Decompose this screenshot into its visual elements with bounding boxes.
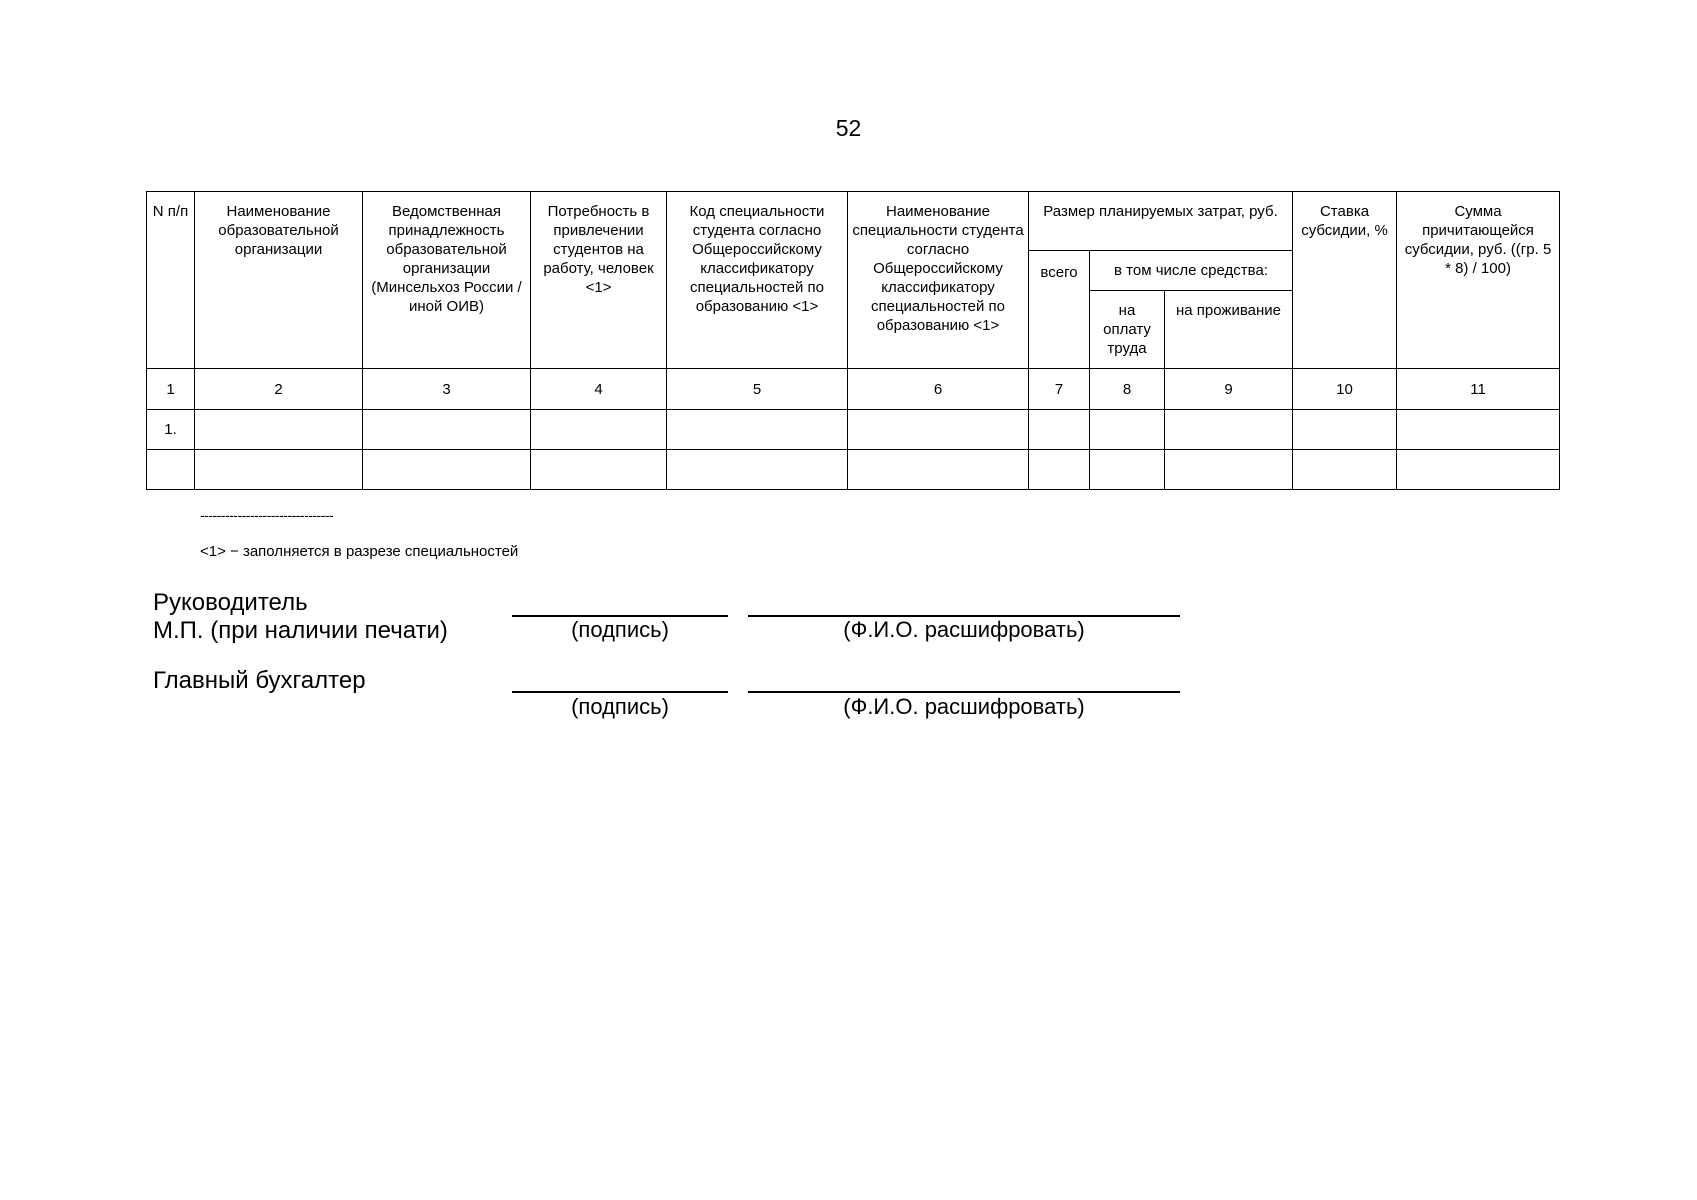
page-number: 52: [835, 115, 862, 141]
table-cell: 1.: [147, 410, 195, 450]
table-cell: [1029, 410, 1090, 450]
column-number: 3: [363, 369, 531, 410]
column-number: 6: [848, 369, 1029, 410]
header-total: всего: [1029, 251, 1090, 369]
header-index: N п/п: [147, 192, 195, 369]
table-row: [147, 410, 1560, 450]
header-subsidy-amount: Сумма причитающейся субсидии, руб. ((гр. 5 * 8) / 100): [1397, 192, 1560, 369]
subsidy-table: [146, 191, 1560, 490]
column-number: 7: [1029, 369, 1090, 410]
header-specialty-name: Наименование специальности студента согласно Общероссийскому классификатору специальностей по образованию <1>: [848, 192, 1029, 369]
header-including: в том числе средства:: [1090, 251, 1293, 291]
column-number: 9: [1165, 369, 1293, 410]
table-cell: [147, 450, 195, 490]
head-signature-caption: (подпись): [571, 617, 669, 642]
column-number: 2: [195, 369, 363, 410]
accountant-label: Главный бухгалтер: [153, 667, 366, 694]
stamp-label: М.П. (при наличии печати): [153, 617, 448, 644]
table-row: [147, 450, 1560, 490]
table-cell: [848, 410, 1029, 450]
header-labor-pay: на оплату труда: [1090, 291, 1165, 369]
header-subsidy-rate: Ставка субсидии, %: [1293, 192, 1397, 369]
accountant-signature-line: [512, 691, 728, 693]
header-accommodation: на проживание: [1165, 291, 1293, 369]
column-number: 8: [1090, 369, 1165, 410]
table-cell: [1397, 450, 1560, 490]
column-number: 10: [1293, 369, 1397, 410]
table-cell: [1090, 410, 1165, 450]
column-number: 11: [1397, 369, 1560, 410]
column-number-row: [147, 369, 1560, 410]
table-cell: [667, 450, 848, 490]
column-number: 5: [667, 369, 848, 410]
accountant-signature-caption: (подпись): [571, 694, 669, 719]
table-cell: [531, 450, 667, 490]
table-cell: [1090, 450, 1165, 490]
table-cell: [1293, 410, 1397, 450]
table-cell: [1165, 450, 1293, 490]
accountant-name-line: [748, 691, 1180, 693]
table-cell: [1165, 410, 1293, 450]
table-cell: [1029, 450, 1090, 490]
header-affiliation: Ведомственная принадлежность образовательной организации (Минсельхоз России / иной ОИВ): [363, 192, 531, 369]
header-student-demand: Потребность в привлечении студентов на работу, человек <1>: [531, 192, 667, 369]
footnote-separator: --------------------------------: [200, 507, 334, 523]
column-number: 1: [147, 369, 195, 410]
head-name-caption: (Ф.И.О. расшифровать): [843, 617, 1085, 642]
header-planned-costs: Размер планируемых затрат, руб.: [1029, 192, 1293, 251]
table-cell: [1397, 410, 1560, 450]
header-org-name: Наименование образовательной организации: [195, 192, 363, 369]
table-cell: [667, 410, 848, 450]
table-cell: [848, 450, 1029, 490]
table-cell: [363, 450, 531, 490]
header-specialty-code: Код специальности студента согласно Общероссийскому классификатору специальностей по образованию <1>: [667, 192, 848, 369]
column-number: 4: [531, 369, 667, 410]
table-cell: [363, 410, 531, 450]
table-cell: [195, 450, 363, 490]
head-label: Руководитель: [153, 589, 308, 616]
table-cell: [1293, 450, 1397, 490]
table-cell: [195, 410, 363, 450]
table-cell: [531, 410, 667, 450]
footnote-text: <1> − заполняется в разрезе специальностей: [200, 543, 519, 560]
header-row-1: [147, 192, 1560, 251]
accountant-name-caption: (Ф.И.О. расшифровать): [843, 694, 1085, 719]
